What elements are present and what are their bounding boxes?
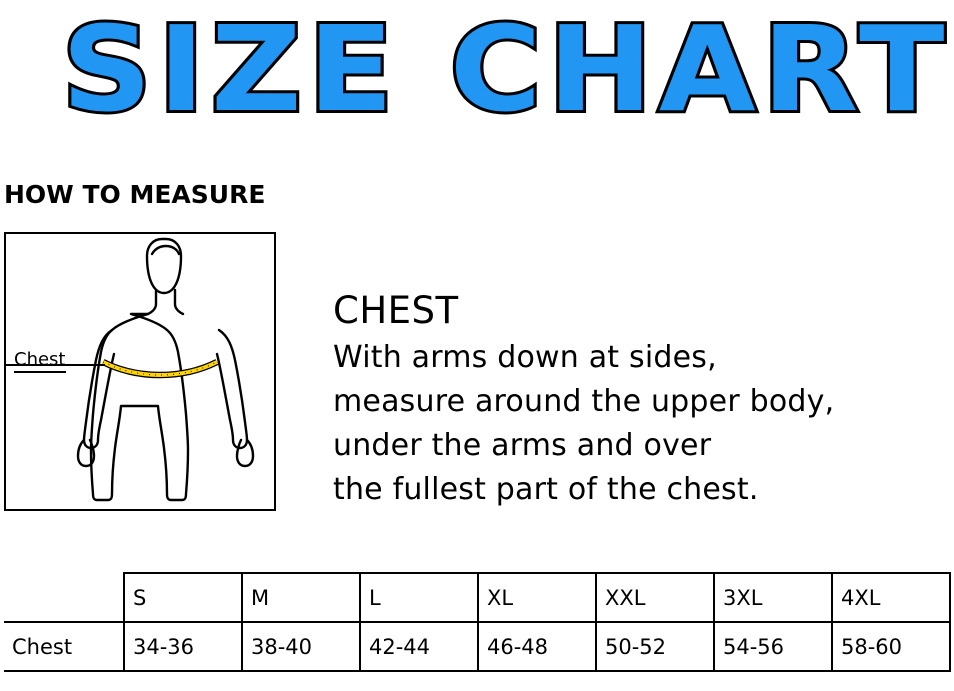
table-column-header: M [242,573,360,622]
chest-callout-label: Chest [14,350,66,373]
table-cell: 38-40 [242,622,360,671]
table-cell: 42-44 [360,622,478,671]
how-to-measure-heading: HOW TO MEASURE [4,180,266,209]
table-cell: 34-36 [124,622,242,671]
table-cell: 50-52 [596,622,714,671]
table-header-row [4,573,950,622]
size-chart-table [4,572,951,672]
table-column-header: 4XL [832,573,950,622]
description-block [333,288,933,512]
table-column-header: XL [478,573,596,622]
table-cell: 46-48 [478,622,596,671]
table-corner-cell [4,573,124,622]
table-column-header: S [124,573,242,622]
description-text [333,336,933,512]
description-line-4: the fullest part of the chest. [333,472,759,507]
table-cell: 54-56 [714,622,832,671]
description-line-1: With arms down at sides, [333,340,717,375]
table-column-header: L [360,573,478,622]
table-column-header: XXL [596,573,714,622]
table-cell: 58-60 [832,622,950,671]
description-line-2: measure around the upper body, [333,384,835,419]
table-column-header: 3XL [714,573,832,622]
page-title: SIZE CHART [61,0,951,138]
description-line-3: under the arms and over [333,428,712,463]
title-banner [0,0,954,150]
table-row-header: Chest [4,622,124,671]
table-row [4,622,950,671]
description-heading: CHEST [333,289,459,332]
